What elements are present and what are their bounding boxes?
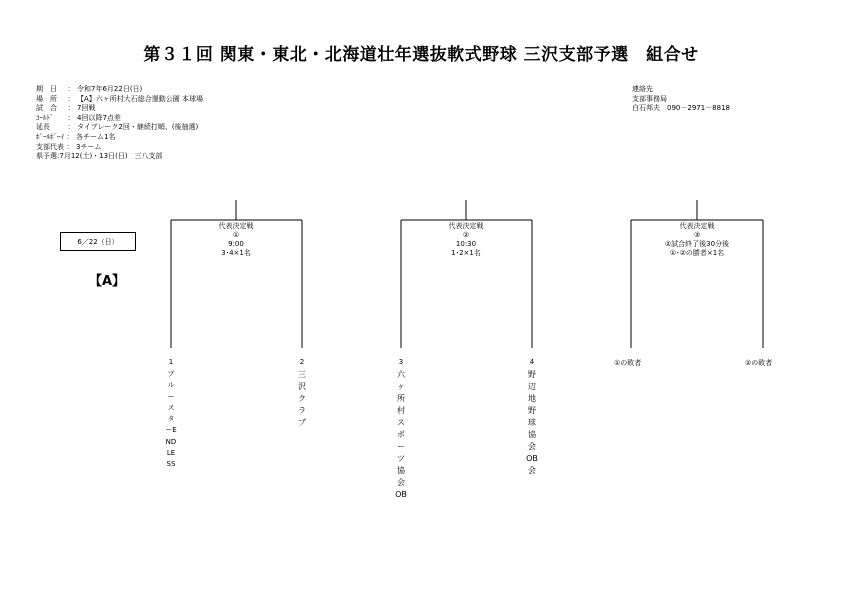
match-time: 9:00 <box>228 240 244 248</box>
match-detail: ①･②の勝者×1名 <box>669 249 725 257</box>
team-1-number: 1 <box>168 358 174 366</box>
match-name: 代表決定戦 <box>679 222 715 230</box>
info-value: 7回戦 <box>77 104 96 113</box>
match-3-entrant-right: ②の敗者 <box>745 359 773 367</box>
block-label: 【A】 <box>89 274 126 289</box>
info-label: ｺｰﾙﾄﾞ <box>36 113 54 122</box>
info-value: 4回以降7点差 <box>77 113 121 122</box>
info-sep: ： <box>67 113 75 122</box>
match-time: ②試合終了後30分後 <box>664 240 730 248</box>
contact-heading: 連絡先 <box>632 85 653 93</box>
info-sep: ： <box>67 85 75 93</box>
info-label: 支部代表 <box>36 142 64 151</box>
match-name: 代表決定戦 <box>218 222 254 230</box>
info-sep: : <box>57 152 60 161</box>
info-label: 県予選 <box>36 152 57 161</box>
match-number: ③ <box>693 231 701 239</box>
match-number: ① <box>232 231 240 239</box>
match-name: 代表決定戦 <box>448 222 484 230</box>
team-1-name: ブルースターENDLESS <box>165 370 177 469</box>
team-3-name: 六ヶ所村スポーツ協会OB <box>395 370 407 499</box>
match-3-entrant-left: ①の敗者 <box>614 359 642 367</box>
info-sep: ： <box>66 132 74 141</box>
info-value: 3チーム <box>76 142 102 151</box>
match-detail: 3･4×1名 <box>221 249 251 257</box>
info-sep: ： <box>67 104 75 113</box>
match-time: 10:30 <box>455 240 477 248</box>
info-value: 各チーム1名 <box>76 132 116 141</box>
info-value: タイブレーク2回・継続打順、(後抽選) <box>77 123 199 132</box>
match-number: ② <box>462 231 470 239</box>
team-2-number: 2 <box>299 358 305 366</box>
info-value: 令和7年6月22日(日) <box>77 85 143 93</box>
contact-office: 支部事務局 <box>632 94 667 103</box>
info-sep: ： <box>66 142 74 151</box>
info-sep: ： <box>67 123 75 132</box>
match-3-label <box>647 222 747 258</box>
info-label: ﾎﾞｰﾙﾎﾞｰｲ <box>36 132 64 141</box>
match-2-label <box>416 222 516 258</box>
match-detail: 1･2×1名 <box>451 249 481 257</box>
info-sep: ： <box>67 94 75 103</box>
info-label: 延長 <box>36 123 50 132</box>
contact-person: 白石邦夫 090－2971－8818 <box>632 104 730 113</box>
team-3-number: 3 <box>398 358 404 366</box>
match-1-label <box>186 222 286 258</box>
info-value: 【A】六ヶ所村大石総合運動公園 本球場 <box>77 94 204 103</box>
team-4-name: 野辺地野球協会OB会 <box>526 370 538 475</box>
info-label: 期 日 <box>36 85 57 93</box>
team-2-name: 三沢クラブ <box>298 370 306 427</box>
team-4-number: 4 <box>529 358 535 366</box>
info-value: 7月12(土)・13日(日) 三八支部 <box>59 152 163 161</box>
info-label: 試 合 <box>36 104 57 113</box>
page-title: 第３１回 関東・東北・北海道壮年選抜軟式野球 三沢支部予選 組合せ <box>143 45 699 65</box>
date-box: 6／22（日） <box>60 232 136 251</box>
info-label: 場 所 <box>36 94 57 103</box>
